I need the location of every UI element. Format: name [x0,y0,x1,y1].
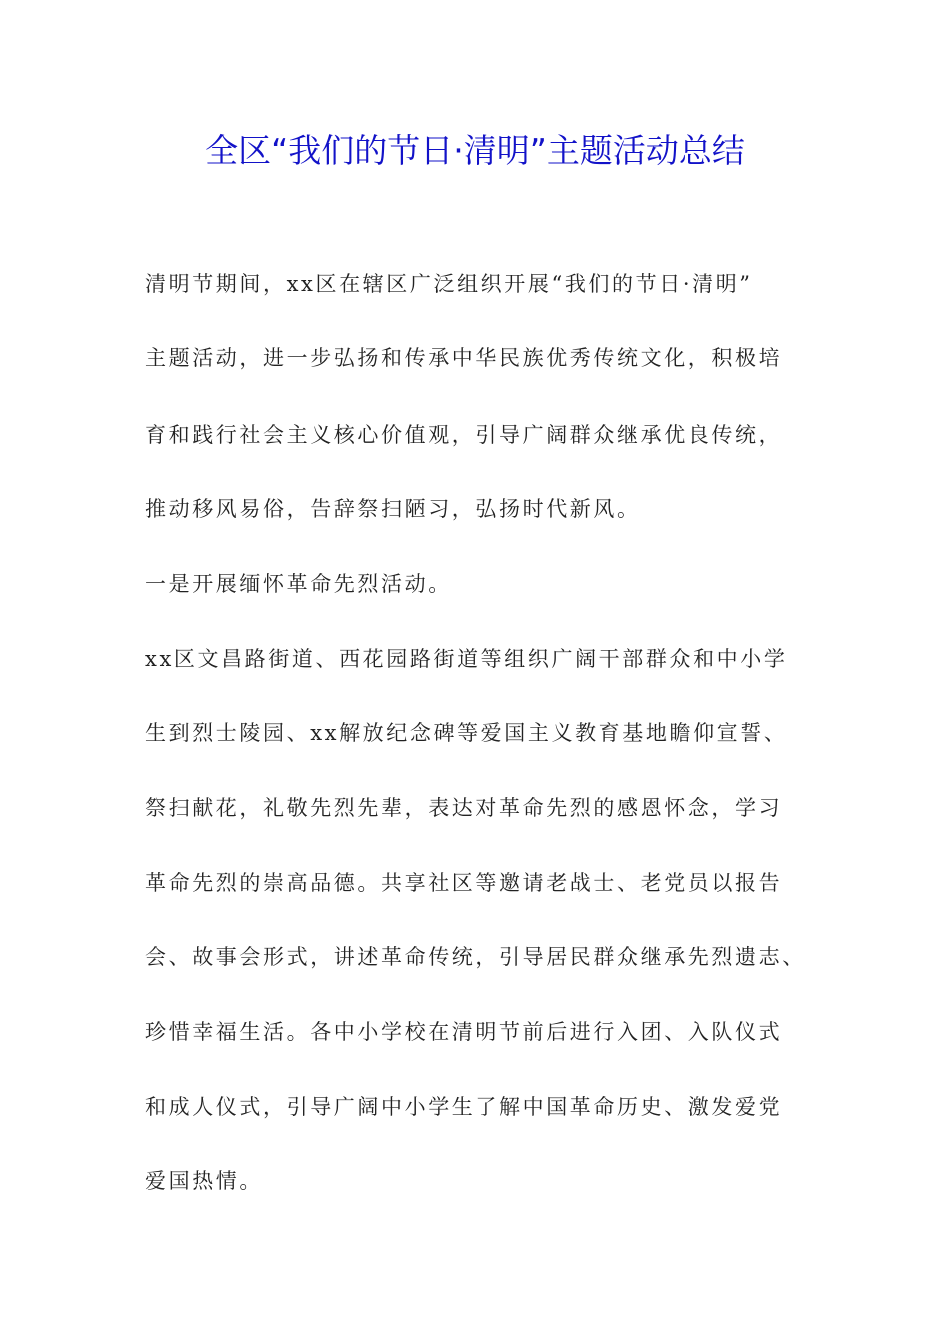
paragraph-line: 主题活动，进一步弘扬和传承中华民族优秀传统文化，积极培 [145,346,783,370]
paragraph-line: 推动移风易俗，告辞祭扫陋习，弘扬时代新风。 [145,497,641,521]
paragraph-line: 会、故事会形式，讲述革命传统，引导居民群众继承先烈遗志、 [145,945,806,969]
paragraph-line: 爱国热情。 [145,1169,263,1193]
paragraph-line: xx区文昌路街道、西花园路街道等组织广阔干部群众和中小学 [145,647,788,671]
paragraph-line: 和成人仪式，引导广阔中小学生了解中国革命历史、激发爱党 [145,1095,783,1119]
paragraph-line: 祭扫献花，礼敬先烈先辈，表达对革命先烈的感恩怀念，学习 [145,796,783,820]
paragraph-line: 生到烈士陵园、xx解放纪念碑等爱国主义教育基地瞻仰宣誓、 [145,721,788,745]
paragraph-line: 育和践行社会主义核心价值观，引导广阔群众继承优良传统， [145,423,783,447]
paragraph-line: 清明节期间，xx区在辖区广泛组织开展“我们的节日·清明” [145,272,753,296]
paragraph-line: 革命先烈的崇高品德。共享社区等邀请老战士、老党员以报告 [145,871,783,895]
document-title: 全区“我们的节日·清明”主题活动总结 [205,131,745,170]
paragraph-line: 珍惜幸福生活。各中小学校在清明节前后进行入团、入队仪式 [145,1020,783,1044]
section-heading: 一是开展缅怀革命先烈活动。 [145,572,452,596]
